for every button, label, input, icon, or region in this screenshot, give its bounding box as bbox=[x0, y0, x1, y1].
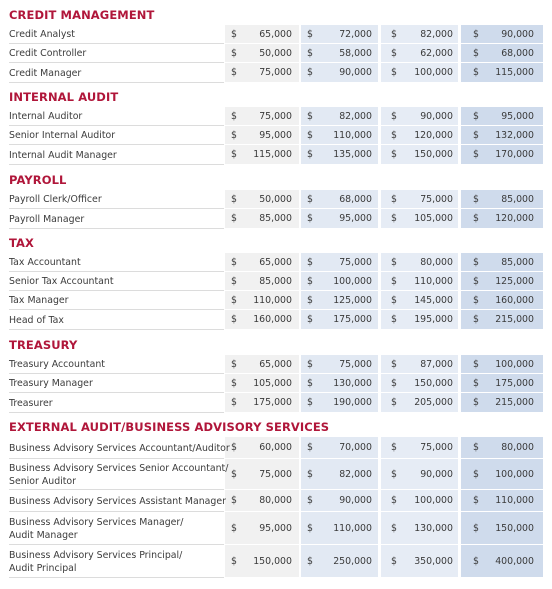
currency-symbol: $ bbox=[473, 194, 479, 205]
role-label bbox=[9, 314, 64, 327]
currency-symbol: $ bbox=[473, 359, 479, 370]
role-label bbox=[9, 549, 182, 575]
salary-value: 90,000 bbox=[501, 29, 534, 40]
table-row bbox=[0, 490, 552, 512]
salary-value: 95,000 bbox=[339, 213, 372, 224]
role-label-line: Tax Manager bbox=[9, 295, 69, 306]
role-label-line: Business Advisory Services Principal/ bbox=[9, 550, 183, 561]
salary-value: 215,000 bbox=[495, 314, 534, 325]
role-label-line: Senior Auditor bbox=[9, 476, 77, 487]
currency-symbol: $ bbox=[307, 67, 313, 78]
salary-value: 175,000 bbox=[495, 378, 534, 389]
currency-symbol: $ bbox=[307, 378, 313, 389]
currency-symbol: $ bbox=[391, 276, 397, 287]
salary-value: 150,000 bbox=[414, 378, 453, 389]
currency-symbol: $ bbox=[391, 378, 397, 389]
currency-symbol: $ bbox=[231, 48, 237, 59]
salary-value: 75,000 bbox=[259, 67, 292, 78]
role-label-line: Credit Manager bbox=[9, 68, 82, 79]
table-row bbox=[0, 63, 552, 83]
salary-value: 58,000 bbox=[339, 48, 372, 59]
cell-divider bbox=[225, 228, 543, 229]
salary-value: 125,000 bbox=[495, 276, 534, 287]
section-title: TREASURY bbox=[9, 338, 78, 352]
section-title: CREDIT MANAGEMENT bbox=[9, 8, 155, 22]
row-divider bbox=[9, 329, 224, 330]
salary-value: 150,000 bbox=[495, 523, 534, 534]
salary-value: 350,000 bbox=[414, 556, 453, 567]
salary-value: 125,000 bbox=[333, 295, 372, 306]
role-label-line: Head of Tax bbox=[9, 315, 64, 326]
table-row bbox=[0, 145, 552, 165]
salary-value: 160,000 bbox=[495, 295, 534, 306]
role-label-line: Business Advisory Services Assistant Manager bbox=[9, 496, 226, 507]
currency-symbol: $ bbox=[473, 67, 479, 78]
salary-value: 75,000 bbox=[259, 111, 292, 122]
currency-symbol: $ bbox=[391, 397, 397, 408]
salary-value: 100,000 bbox=[495, 359, 534, 370]
salary-value: 68,000 bbox=[501, 48, 534, 59]
currency-symbol: $ bbox=[473, 111, 479, 122]
currency-symbol: $ bbox=[307, 213, 313, 224]
salary-value: 110,000 bbox=[333, 130, 372, 141]
currency-symbol: $ bbox=[391, 469, 397, 480]
currency-symbol: $ bbox=[231, 397, 237, 408]
salary-value: 90,000 bbox=[339, 495, 372, 506]
table-row bbox=[0, 459, 552, 490]
currency-symbol: $ bbox=[231, 556, 237, 567]
currency-symbol: $ bbox=[307, 442, 313, 453]
currency-symbol: $ bbox=[473, 314, 479, 325]
salary-value: 110,000 bbox=[253, 295, 292, 306]
table-row bbox=[0, 512, 552, 545]
currency-symbol: $ bbox=[391, 442, 397, 453]
role-label-line: Senior Internal Auditor bbox=[9, 130, 116, 141]
table-row bbox=[0, 107, 552, 126]
currency-symbol: $ bbox=[473, 29, 479, 40]
role-label-line: Audit Principal bbox=[9, 563, 77, 574]
currency-symbol: $ bbox=[473, 276, 479, 287]
salary-value: 72,000 bbox=[339, 29, 372, 40]
role-label bbox=[9, 275, 114, 288]
currency-symbol: $ bbox=[231, 29, 237, 40]
role-label-line: Payroll Manager bbox=[9, 214, 85, 225]
currency-symbol: $ bbox=[231, 469, 237, 480]
currency-symbol: $ bbox=[391, 523, 397, 534]
role-label bbox=[9, 28, 75, 41]
row-divider bbox=[9, 577, 224, 578]
salary-value: 50,000 bbox=[259, 48, 292, 59]
role-label bbox=[9, 149, 117, 162]
currency-symbol: $ bbox=[473, 130, 479, 141]
role-label-line: Treasury Manager bbox=[9, 378, 93, 389]
cell-divider bbox=[225, 82, 543, 83]
currency-symbol: $ bbox=[231, 111, 237, 122]
row-divider bbox=[9, 82, 224, 83]
role-label bbox=[9, 294, 69, 307]
currency-symbol: $ bbox=[391, 67, 397, 78]
salary-value: 150,000 bbox=[414, 149, 453, 160]
salary-value: 85,000 bbox=[501, 257, 534, 268]
currency-symbol: $ bbox=[307, 523, 313, 534]
row-divider bbox=[9, 412, 224, 413]
role-label bbox=[9, 47, 86, 60]
table-row bbox=[0, 209, 552, 229]
salary-value: 90,000 bbox=[420, 111, 453, 122]
salary-value: 82,000 bbox=[420, 29, 453, 40]
role-label-line: Business Advisory Services Manager/ bbox=[9, 517, 184, 528]
salary-value: 65,000 bbox=[259, 29, 292, 40]
role-label bbox=[9, 213, 84, 226]
currency-symbol: $ bbox=[231, 130, 237, 141]
salary-value: 82,000 bbox=[339, 469, 372, 480]
currency-symbol: $ bbox=[307, 495, 313, 506]
role-label-line: Credit Controller bbox=[9, 48, 87, 59]
currency-symbol: $ bbox=[307, 314, 313, 325]
currency-symbol: $ bbox=[391, 48, 397, 59]
role-label-line: Internal Audit Manager bbox=[9, 150, 117, 161]
salary-value: 75,000 bbox=[420, 194, 453, 205]
row-divider bbox=[9, 228, 224, 229]
salary-value: 80,000 bbox=[259, 495, 292, 506]
currency-symbol: $ bbox=[391, 495, 397, 506]
salary-value: 110,000 bbox=[495, 495, 534, 506]
currency-symbol: $ bbox=[307, 359, 313, 370]
currency-symbol: $ bbox=[473, 213, 479, 224]
section-title: TAX bbox=[9, 236, 35, 250]
currency-symbol: $ bbox=[231, 295, 237, 306]
currency-symbol: $ bbox=[231, 442, 237, 453]
currency-symbol: $ bbox=[473, 469, 479, 480]
salary-value: 132,000 bbox=[495, 130, 534, 141]
currency-symbol: $ bbox=[307, 397, 313, 408]
section-title: PAYROLL bbox=[9, 173, 67, 187]
currency-symbol: $ bbox=[391, 111, 397, 122]
salary-value: 130,000 bbox=[333, 378, 372, 389]
currency-symbol: $ bbox=[307, 111, 313, 122]
salary-value: 75,000 bbox=[339, 257, 372, 268]
salary-value: 145,000 bbox=[414, 295, 453, 306]
role-label-line: Business Advisory Services Senior Accountant/ bbox=[9, 463, 229, 474]
salary-value: 150,000 bbox=[253, 556, 292, 567]
currency-symbol: $ bbox=[231, 213, 237, 224]
role-label bbox=[9, 110, 82, 123]
role-label-line: Treasurer bbox=[9, 398, 53, 409]
currency-symbol: $ bbox=[307, 295, 313, 306]
salary-value: 100,000 bbox=[333, 276, 372, 287]
salary-value: 75,000 bbox=[339, 359, 372, 370]
role-label bbox=[9, 256, 81, 269]
salary-value: 95,000 bbox=[259, 523, 292, 534]
role-label-line: Treasury Accountant bbox=[9, 359, 105, 370]
salary-value: 90,000 bbox=[339, 67, 372, 78]
salary-value: 68,000 bbox=[339, 194, 372, 205]
currency-symbol: $ bbox=[473, 495, 479, 506]
currency-symbol: $ bbox=[307, 48, 313, 59]
salary-value: 87,000 bbox=[420, 359, 453, 370]
currency-symbol: $ bbox=[473, 556, 479, 567]
currency-symbol: $ bbox=[307, 130, 313, 141]
role-label bbox=[9, 358, 105, 371]
salary-value: 105,000 bbox=[414, 213, 453, 224]
table-row bbox=[0, 126, 552, 145]
salary-value: 175,000 bbox=[333, 314, 372, 325]
currency-symbol: $ bbox=[391, 194, 397, 205]
table-row bbox=[0, 272, 552, 291]
role-label-line: Internal Auditor bbox=[9, 111, 83, 122]
currency-symbol: $ bbox=[231, 495, 237, 506]
cell-divider bbox=[225, 577, 543, 578]
salary-value: 75,000 bbox=[420, 442, 453, 453]
table-row bbox=[0, 25, 552, 44]
currency-symbol: $ bbox=[391, 556, 397, 567]
role-label bbox=[9, 516, 183, 542]
currency-symbol: $ bbox=[391, 314, 397, 325]
salary-value: 160,000 bbox=[253, 314, 292, 325]
row-divider bbox=[9, 164, 224, 165]
salary-value: 135,000 bbox=[333, 149, 372, 160]
currency-symbol: $ bbox=[391, 29, 397, 40]
currency-symbol: $ bbox=[231, 378, 237, 389]
currency-symbol: $ bbox=[391, 149, 397, 160]
salary-value: 95,000 bbox=[501, 111, 534, 122]
table-row bbox=[0, 393, 552, 413]
salary-value: 80,000 bbox=[501, 442, 534, 453]
salary-value: 62,000 bbox=[420, 48, 453, 59]
salary-value: 205,000 bbox=[414, 397, 453, 408]
salary-value: 120,000 bbox=[414, 130, 453, 141]
salary-value: 115,000 bbox=[495, 67, 534, 78]
currency-symbol: $ bbox=[473, 397, 479, 408]
salary-value: 250,000 bbox=[333, 556, 372, 567]
salary-value: 215,000 bbox=[495, 397, 534, 408]
role-label-line: Credit Analyst bbox=[9, 29, 75, 40]
salary-value: 95,000 bbox=[259, 130, 292, 141]
currency-symbol: $ bbox=[231, 314, 237, 325]
role-label bbox=[9, 377, 93, 390]
cell-divider bbox=[225, 329, 543, 330]
salary-value: 85,000 bbox=[259, 276, 292, 287]
role-label bbox=[9, 129, 115, 142]
salary-value: 110,000 bbox=[333, 523, 372, 534]
currency-symbol: $ bbox=[307, 149, 313, 160]
salary-value: 100,000 bbox=[414, 495, 453, 506]
role-label bbox=[9, 397, 53, 410]
role-label-line: Payroll Clerk/Officer bbox=[9, 194, 102, 205]
currency-symbol: $ bbox=[473, 149, 479, 160]
currency-symbol: $ bbox=[391, 257, 397, 268]
role-label-line: Audit Manager bbox=[9, 530, 78, 541]
salary-value: 85,000 bbox=[259, 213, 292, 224]
currency-symbol: $ bbox=[473, 378, 479, 389]
table-row bbox=[0, 310, 552, 330]
currency-symbol: $ bbox=[307, 556, 313, 567]
currency-symbol: $ bbox=[473, 48, 479, 59]
role-label-line: Business Advisory Services Accountant/Auditor bbox=[9, 443, 230, 454]
table-row bbox=[0, 253, 552, 272]
section-title: EXTERNAL AUDIT/BUSINESS ADVISORY SERVICES bbox=[9, 420, 330, 434]
currency-symbol: $ bbox=[391, 295, 397, 306]
currency-symbol: $ bbox=[231, 194, 237, 205]
salary-value: 170,000 bbox=[495, 149, 534, 160]
salary-value: 115,000 bbox=[253, 149, 292, 160]
salary-value: 85,000 bbox=[501, 194, 534, 205]
salary-value: 65,000 bbox=[259, 359, 292, 370]
currency-symbol: $ bbox=[307, 276, 313, 287]
table-row bbox=[0, 355, 552, 374]
currency-symbol: $ bbox=[231, 67, 237, 78]
salary-value: 100,000 bbox=[495, 469, 534, 480]
currency-symbol: $ bbox=[391, 213, 397, 224]
role-label bbox=[9, 193, 102, 206]
salary-value: 105,000 bbox=[253, 378, 292, 389]
currency-symbol: $ bbox=[473, 523, 479, 534]
currency-symbol: $ bbox=[473, 442, 479, 453]
role-label bbox=[9, 462, 228, 488]
currency-symbol: $ bbox=[473, 295, 479, 306]
salary-value: 195,000 bbox=[414, 314, 453, 325]
role-label-line: Senior Tax Accountant bbox=[9, 276, 114, 287]
table-row bbox=[0, 374, 552, 393]
currency-symbol: $ bbox=[307, 469, 313, 480]
currency-symbol: $ bbox=[473, 257, 479, 268]
currency-symbol: $ bbox=[307, 29, 313, 40]
salary-value: 100,000 bbox=[414, 67, 453, 78]
role-label-line: Tax Accountant bbox=[9, 257, 81, 268]
currency-symbol: $ bbox=[391, 359, 397, 370]
cell-divider bbox=[225, 412, 543, 413]
currency-symbol: $ bbox=[231, 276, 237, 287]
currency-symbol: $ bbox=[307, 194, 313, 205]
salary-value: 120,000 bbox=[495, 213, 534, 224]
salary-value: 70,000 bbox=[339, 442, 372, 453]
table-row bbox=[0, 437, 552, 459]
salary-value: 175,000 bbox=[253, 397, 292, 408]
role-label bbox=[9, 495, 226, 508]
salary-value: 80,000 bbox=[420, 257, 453, 268]
role-label bbox=[9, 67, 81, 80]
section-title: INTERNAL AUDIT bbox=[9, 90, 119, 104]
salary-value: 50,000 bbox=[259, 194, 292, 205]
currency-symbol: $ bbox=[391, 130, 397, 141]
salary-value: 90,000 bbox=[420, 469, 453, 480]
salary-value: 60,000 bbox=[259, 442, 292, 453]
salary-value: 130,000 bbox=[414, 523, 453, 534]
cell-divider bbox=[225, 164, 543, 165]
currency-symbol: $ bbox=[307, 257, 313, 268]
salary-value: 400,000 bbox=[495, 556, 534, 567]
currency-symbol: $ bbox=[231, 359, 237, 370]
table-row bbox=[0, 545, 552, 578]
currency-symbol: $ bbox=[231, 257, 237, 268]
salary-value: 75,000 bbox=[259, 469, 292, 480]
table-row bbox=[0, 291, 552, 310]
salary-value: 82,000 bbox=[339, 111, 372, 122]
table-row bbox=[0, 190, 552, 209]
salary-value: 190,000 bbox=[333, 397, 372, 408]
currency-symbol: $ bbox=[231, 149, 237, 160]
table-row bbox=[0, 44, 552, 63]
salary-value: 110,000 bbox=[414, 276, 453, 287]
currency-symbol: $ bbox=[231, 523, 237, 534]
salary-value: 65,000 bbox=[259, 257, 292, 268]
role-label bbox=[9, 442, 230, 455]
